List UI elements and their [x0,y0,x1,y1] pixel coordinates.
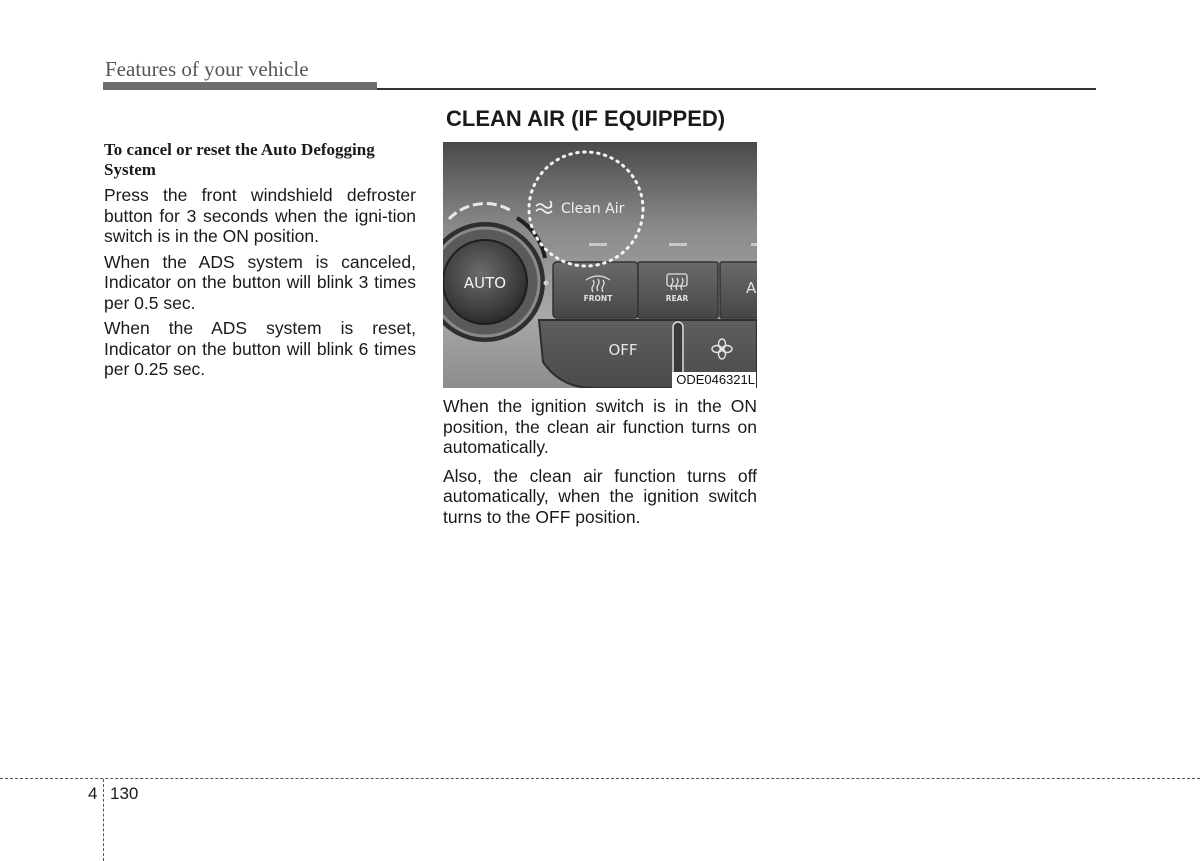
header-rule-thin [377,88,1096,90]
front-label: FRONT [583,294,613,303]
figure-code: ODE046321L [672,372,756,388]
footer-vertical-rule [103,779,104,861]
left-column [104,140,416,385]
chapter-number: 4 [88,784,98,803]
clean-air-label: Clean Air [561,201,625,217]
section-title: CLEAN AIR (IF EQUIPPED) [446,106,726,131]
auto-label: AUTO [463,274,507,292]
subheading: To cancel or reset the Auto Defogging System [104,140,375,179]
off-label: OFF [608,341,638,359]
page-number: 130 [110,784,139,803]
paragraph: Press the front windshield defroster button for 3 seconds when the igni-tion switch is in the ON position. [104,185,416,246]
footer-dashed-rule [0,778,1200,779]
paragraph: When the ADS system is reset, Indicator on the button will blink 6 times per 0.25 sec. [104,318,416,379]
running-header: Features of your vehicle [105,57,309,81]
paragraph: Also, the clean air function turns off automatically, when the ignition switch turns to the OFF position. [443,465,757,527]
header-rule-thick [103,82,377,90]
climate-control-figure [443,142,757,388]
paragraph: When the ignition switch is in the ON position, the clean air function turns on automatically. [443,396,757,457]
paragraph: When the ADS system is canceled, Indicator on the button will blink 3 times per 0.5 sec. [104,251,416,313]
middle-column [443,105,757,532]
partial-button-label: A [746,279,757,297]
climate-panel-illustration [443,142,757,388]
rear-label: REAR [665,294,689,303]
